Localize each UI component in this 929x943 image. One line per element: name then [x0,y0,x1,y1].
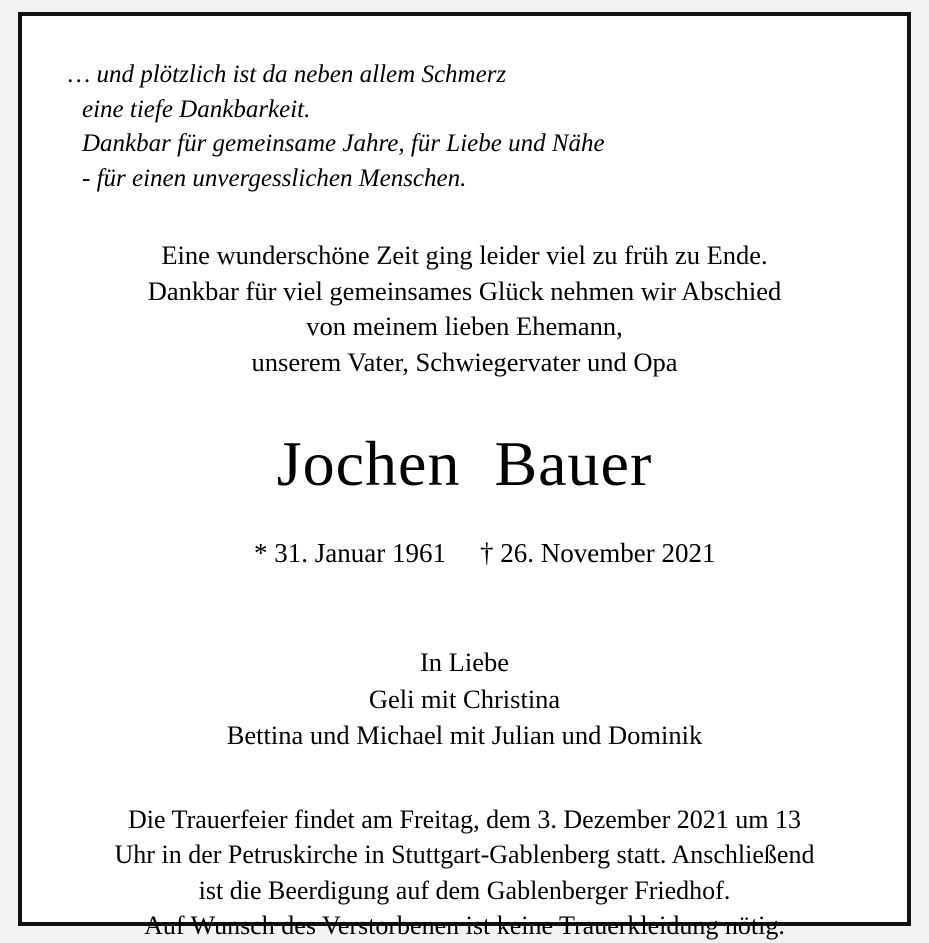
poem-block [56,58,873,196]
intro-line-2: Dankbar für viel gemeinsames Glück nehmen wir Abschied [147,275,782,306]
service-line-3: ist die Beerdigung auf dem Gablenberger Friedhof. [198,875,731,905]
poem-line-2: eine tiefe Dankbarkeit. [82,95,311,123]
birth-date: * 31. Januar 1961 [254,538,446,569]
intro-block [56,238,873,380]
mourners-line-1: In Liebe [419,647,510,678]
mourners-line-2: Geli mit Christina [368,683,561,714]
poem-line-1: … und plötzlich ist da neben allem Schmerz [68,61,507,88]
intro-line-1: Eine wunderschöne Zeit ging leider viel zu früh zu Ende. [161,240,768,270]
service-line-1: Die Trauerfeier findet am Freitag, dem 3. Dezember 2021 um 13 [128,804,801,834]
poem-line-3: Dankbar für gemeinsame Jahre, für Liebe und Nähe [82,130,605,157]
mourners-block [56,644,873,754]
poem-line-4: - für einen unvergesslichen Menschen. [82,164,467,192]
death-date: † 26. November 2021 [480,538,716,569]
service-line-2: Uhr in der Petruskirche in Stuttgart-Gablenberg statt. Anschließend [114,840,815,870]
deceased-name: Jochen Bauer [276,428,653,499]
intro-line-4: unserem Vater, Schwiegervater und Opa [251,346,678,377]
mourners-line-3: Bettina und Michael mit Julian und Dominik [226,720,703,751]
service-line-4: Auf Wunsch des Verstorbenen ist keine Trauerkleidung nötig. [144,910,785,940]
service-details-block [56,802,873,943]
obituary-card [18,12,911,940]
intro-line-3: von meinem lieben Ehemann, [306,311,623,341]
life-dates [56,507,873,600]
